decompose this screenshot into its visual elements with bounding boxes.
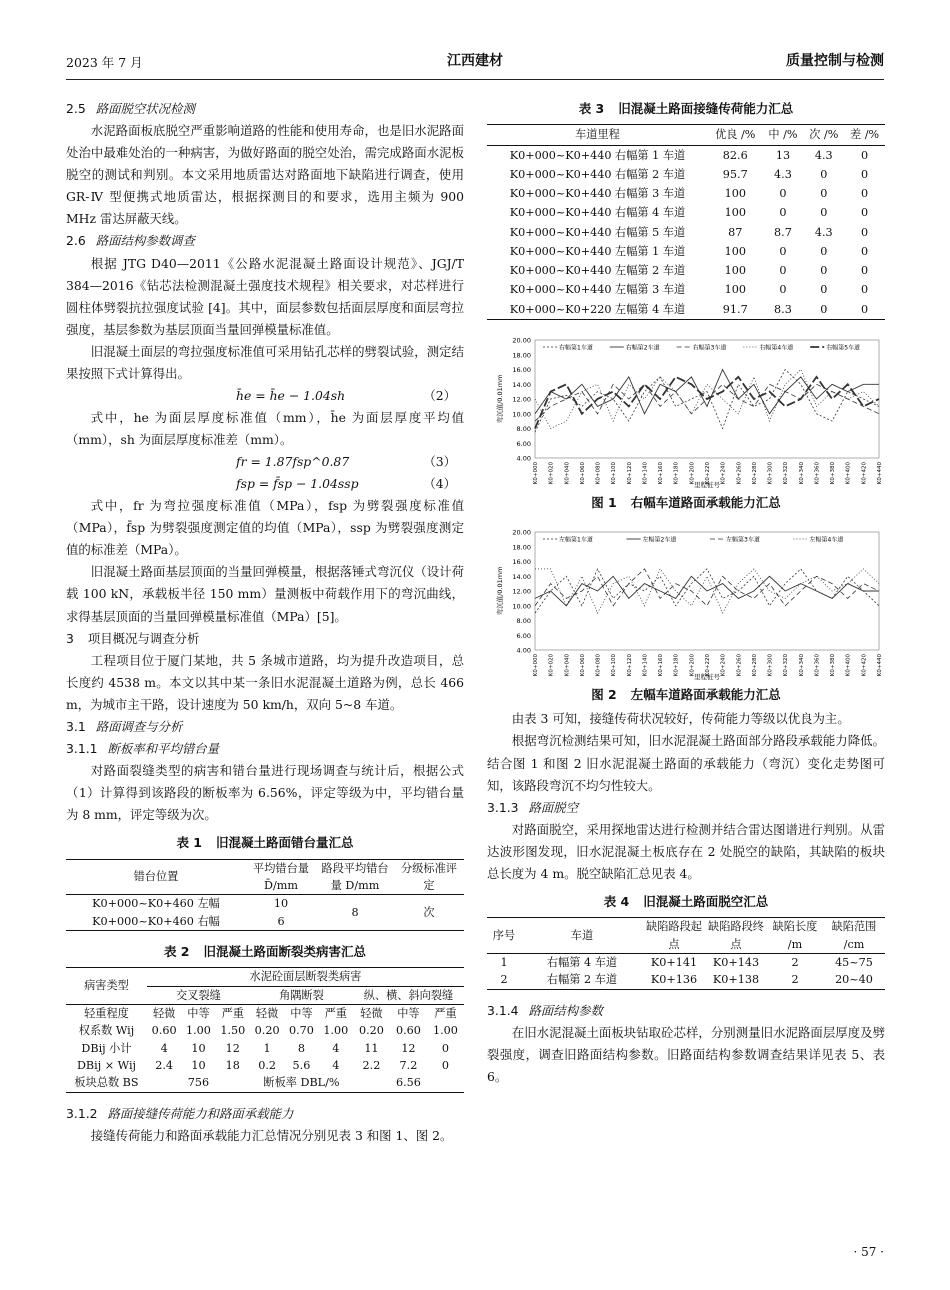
y-tick-label: 6.00 <box>516 439 531 448</box>
x-tick-label: K0+140 <box>642 461 649 485</box>
y-tick-label: 16.00 <box>512 558 531 567</box>
legend-label: 右幅第4车道 <box>759 344 794 352</box>
paragraph: 由表 3 可知，接缝传荷状况较好，传荷能力等级以优良为主。 <box>511 711 850 727</box>
table-3-caption: 表 3 旧混凝土路面接缝传荷能力汇总 <box>578 101 794 116</box>
table-row: K0+000~K0+440 左幅第 3 车道 100 0 0 0 <box>509 283 869 297</box>
figure-1-caption: 图 1 右幅车道路面承载能力汇总 <box>591 494 781 510</box>
y-tick-label: 8.00 <box>516 617 531 626</box>
table-2: 病害类型 水泥砼面层断裂类病害 交叉裂缝 角隅断裂 纵、横、斜向裂缝 轻重程度 轻微 中等 严重 轻微 中等 严重 轻微 中等 严重 权系数 Wij 0.60 1.00 1.50 0.20 0.70 1.00 0.20 0.60 1.00 DBij 小计 4 10 12 1 8 4 11 12 0 DBij × Wij 2.4 10 18 0.2 5.6 4 2.2 7.2 0 板块总数 BS 756 断板率 DBL/% 6.56 <box>66 967 464 1093</box>
x-tick-label: K0+180 <box>673 654 680 677</box>
table-row: 轻重程度 轻微 中等 严重 轻微 中等 严重 轻微 中等 严重 <box>84 1007 457 1020</box>
x-tick-label: K0+060 <box>579 461 586 485</box>
journal-name: 江西建材 <box>447 53 503 69</box>
y-tick-label: 10.00 <box>512 410 531 419</box>
y-tick-label: 20.00 <box>512 528 531 537</box>
x-tick-label: K0+360 <box>814 461 821 485</box>
x-tick-label: K0+340 <box>798 654 805 677</box>
page-number: · 57 · <box>853 1245 884 1259</box>
x-tick-label: K0+160 <box>658 461 665 485</box>
series-line-3 <box>535 569 879 606</box>
legend-label: 右幅第3车道 <box>692 344 727 352</box>
y-tick-label: 14.00 <box>512 572 531 581</box>
y-tick-label: 12.00 <box>512 395 531 404</box>
x-tick-label: K0+420 <box>861 654 868 677</box>
y-tick-label: 6.00 <box>516 631 531 640</box>
x-tick-label: K0+280 <box>751 461 758 485</box>
table-row: 板块总数 BS 756 断板率 DBL/% 6.56 <box>74 1076 421 1090</box>
x-tick-label: K0+420 <box>861 461 868 485</box>
section-3-heading: 3 项目概况与调查分析 <box>66 630 200 646</box>
right-column <box>487 98 885 1088</box>
legend-label: 右幅第1车道 <box>559 344 593 352</box>
issue-date: 2023 年 7 月 <box>66 55 143 70</box>
table-4: 序号 车道 缺陷路段起点 缺陷路段终点 缺陷长度 /m 缺陷范围 /cm 1 右幅第 4 车道 K0+141 K0+143 2 45~75 2 右幅第 2 车道 K0+136 K0+138 2 20~40 <box>487 917 885 989</box>
x-tick-label: K0+380 <box>830 654 837 677</box>
table-row: 2 右幅第 2 车道 K0+136 K0+138 2 20~40 <box>500 973 873 987</box>
x-tick-label: K0+280 <box>751 654 758 677</box>
series-line-3 <box>535 384 879 421</box>
x-tick-label: K0+220 <box>705 654 711 677</box>
figure-2-chart <box>487 522 885 682</box>
x-tick-label: K0+020 <box>548 654 555 677</box>
x-tick-label: K0+160 <box>658 654 665 677</box>
legend-label: 右幅第2车道 <box>625 344 660 352</box>
table-row: K0+000~K0+460 左幅 10 8 次 <box>92 897 435 919</box>
table-row: 1 右幅第 4 车道 K0+141 K0+143 2 45~75 <box>500 956 873 969</box>
x-tick-label: K0+360 <box>814 654 821 677</box>
paragraph: 旧混凝土路面基层顶面的当量回弹模量，根据落锤式弯沉仪（设计荷载 100 kN，承载板半径 150 mm）量测板中荷载作用下的弯沉曲线，求得基层顶面的当量回弹模量标准值（MPa）[5]。 <box>66 564 464 624</box>
x-tick-label: K0+320 <box>783 461 790 485</box>
table-row: K0+000~K0+440 左幅第 2 车道 100 0 0 0 <box>509 264 869 278</box>
table-row: DBij 小计 4 10 12 1 8 4 11 12 0 <box>81 1041 450 1055</box>
table-row: DBij × Wij 2.4 10 18 0.2 5.6 4 2.2 7.2 0 <box>76 1059 450 1073</box>
x-tick-label: K0+220 <box>705 461 711 485</box>
table-header: 错台位置 <box>66 859 246 895</box>
paragraph: 水泥路面板底脱空严重影响道路的性能和使用寿命，也是旧水泥路面处治中最难处治的一种病害，为做好路面的脱空处治，需完成路面水泥板脱空的测试和判别。本文采用地质雷达对路面地下缺陷进行调查，使用 GR-Ⅳ 型便携式地质雷达，根据探测目的和要求，选用主频为 900 MHz 雷达屏蔽天线。 <box>66 123 464 227</box>
x-tick-label: K0+120 <box>626 461 633 485</box>
figure-1-chart <box>487 330 885 490</box>
equation-3: fr = 1.87fsp^0.87 （3） <box>236 454 456 470</box>
table-4-caption: 表 4 旧混凝土路面脱空汇总 <box>603 894 769 910</box>
legend-label: 左幅第3车道 <box>726 536 760 544</box>
paragraph: 接缝传荷能力和路面承载能力汇总情况分别见表 3 和图 1、图 2。 <box>90 1127 453 1143</box>
paragraph: 根据 JTG D40—2011《公路水泥混凝土路面设计规范》、JGJ/T 384—2016《钻芯法检测混凝土强度技术规程》相关要求，对芯样进行圆柱体劈裂抗拉强度试验 [4]。其中，面层参数包括面层厚度和面层弯拉强度，基层参数为基层顶面当量回弹模量标准值。 <box>66 255 464 337</box>
paragraph: 旧混凝土面层的弯拉强度标准值可采用钻孔芯样的劈裂试验，测定结果按照下式计算得出。 <box>66 343 464 381</box>
y-tick-label: 16.00 <box>512 365 531 374</box>
column-name: 质量控制与检测 <box>786 53 884 69</box>
y-tick-label: 20.00 <box>512 336 531 345</box>
y-tick-label: 10.00 <box>512 602 531 611</box>
paragraph: 式中，he 为面层厚度标准值（mm），h̄e 为面层厚度平均值（mm），sh 为面层厚度标准差（mm）。 <box>66 410 464 448</box>
y-tick-label: 14.00 <box>512 380 531 389</box>
section-3-1-1-heading: 3.1.1 断板率和平均错台量 <box>66 741 220 757</box>
x-tick-label: K0+040 <box>564 461 571 485</box>
table-row: 权系数 Wij 0.60 1.00 1.50 0.20 0.70 1.00 0.20 0.60 1.00 <box>78 1024 458 1038</box>
legend-label: 右幅第5车道 <box>826 344 861 352</box>
legend-label: 左幅第4车道 <box>809 536 844 544</box>
table-row: K0+000~K0+440 右幅第 5 车道 87 8.7 4.3 0 <box>509 225 869 239</box>
x-tick-label: K0+020 <box>548 461 555 485</box>
series-line-2 <box>535 576 879 606</box>
table-row: K0+000~K0+440 左幅第 1 车道 100 0 0 0 <box>509 244 869 258</box>
paragraph: 工程项目位于厦门某地，共 5 条城市道路，均为提升改造项目，总长度约 4538 m。本文以其中某一条旧水泥混凝土道路为例，总长 466 m，为城市主干路，设计速度为 50 km/h，双向 5~8 车道。 <box>66 652 464 712</box>
x-tick-label: K0+200 <box>689 461 696 485</box>
y-tick-label: 4.00 <box>516 454 531 463</box>
x-tick-label: K0+180 <box>673 461 680 485</box>
section-3-1-heading: 3.1 路面调查与分析 <box>66 718 183 734</box>
table-2-caption: 表 2 旧混凝土路面断裂类病害汇总 <box>163 944 367 960</box>
paragraph: 根据弯沉检测结果可知，旧水泥混凝土路面部分路段承载能力降低。结合图 1 和图 2 旧水泥混凝土路面的承载能力（弯沉）变化走势图可知，该路段弯沉不均匀性较大。 <box>487 733 885 793</box>
x-axis-label: 里程桩号 <box>694 673 720 682</box>
x-tick-label: K0+440 <box>877 654 883 677</box>
x-tick-label: K0+300 <box>767 654 774 677</box>
x-tick-label: K0+380 <box>830 461 837 485</box>
table-row: K0+000~K0+440 右幅第 3 车道 100 0 0 0 <box>509 187 869 201</box>
section-3-1-2-heading: 3.1.2 路面接缝传荷能力和路面承载能力 <box>66 1105 294 1121</box>
y-tick-label: 4.00 <box>516 646 531 655</box>
table-row: K0+000~K0+440 右幅第 4 车道 100 0 0 0 <box>509 206 869 220</box>
x-tick-label: K0+140 <box>642 654 649 677</box>
y-axis-label: 弯沉值/0.01mm <box>496 374 504 424</box>
paragraph: 对路面脱空，采用探地雷达进行检测并结合雷达图谱进行判别。从雷达波形图发现，旧水泥混凝土板底存在 2 处脱空的缺陷，其缺陷的板块总长度为 4 m。脱空缺陷汇总见表 4。 <box>487 821 885 881</box>
y-tick-label: 18.00 <box>512 543 531 552</box>
table-1-caption: 表 1 旧混凝土路面错台量汇总 <box>176 835 354 851</box>
header-rule <box>66 79 884 80</box>
x-tick-label: K0+100 <box>611 654 618 677</box>
table-header: 平均错台量 D̄/mm <box>246 859 316 895</box>
section-2-6-heading: 2.6 路面结构参数调查 <box>66 233 195 249</box>
legend-label: 左幅第1车道 <box>559 536 593 544</box>
table-row: K0+000~K0+460 右幅 6 <box>92 914 285 928</box>
y-tick-label: 12.00 <box>512 587 531 596</box>
table-row: K0+000~K0+220 左幅第 4 车道 91.7 8.3 0 0 <box>509 302 869 316</box>
table-header: 分级标准评定 <box>394 859 464 895</box>
x-tick-label: K0+120 <box>626 654 633 677</box>
section-3-1-3-heading: 3.1.3 路面脱空 <box>487 799 579 815</box>
x-tick-label: K0+260 <box>736 654 743 677</box>
table-header: 路段平均错台量 D/mm <box>316 859 394 895</box>
section-3-1-4-heading: 3.1.4 路面结构参数 <box>487 1002 603 1018</box>
legend-label: 左幅第2车道 <box>642 536 677 544</box>
x-tick-label: K0+260 <box>736 461 743 485</box>
table-row: K0+000~K0+440 右幅第 2 车道 95.7 4.3 0 0 <box>509 167 869 181</box>
x-tick-label: K0+240 <box>720 654 727 677</box>
x-tick-label: K0+240 <box>720 461 727 485</box>
y-tick-label: 18.00 <box>512 351 531 360</box>
paragraph: 对路面裂缝类型的病害和错台量进行现场调查与统计后，根据公式（1）计算得到该路段的断板率为 6.56%，评定等级为中，平均错台量为 8 mm，评定等级为次。 <box>66 763 464 823</box>
table-3: 车道里程 优良 /% 中 /% 次 /% 差 /% K0+000~K0+440 右幅第 1 车道 82.6 13 4.3 0 K0+000~K0+440 右幅第 2 车道 95.7 4.3 0 0 K0+000~K0+440 右幅第 3 车道 100 0 0 0 K0+000~K0+440 右幅第 4 车道 100 0 0 0 K0+000~K0+440 右幅第 5 车道 87 8.7 4.3 0 K0+000~K0+440 左幅第 1 车道 100 0 0 0 K0+000~K0+440 左幅第 2 车道 100 0 0 0 K0+000~K0+440 左幅第 3 车道 100 0 0 0 K0+000~K0+220 左幅第 4 车道 91.7 8.3 0 0 <box>487 124 885 320</box>
x-axis-label: 里程桩号 <box>694 480 720 489</box>
section-2-5-heading: 2.5 路面脱空状况检测 <box>66 101 195 116</box>
x-tick-label: K0+320 <box>783 654 790 677</box>
page-header <box>66 52 884 78</box>
y-tick-label: 8.00 <box>516 424 531 433</box>
x-tick-label: K0+080 <box>595 461 602 485</box>
figure-2-caption: 图 2 左幅车道路面承载能力汇总 <box>591 687 781 703</box>
x-tick-label: K0+100 <box>611 461 618 485</box>
x-tick-label: K0+300 <box>767 461 774 485</box>
x-tick-label: K0+200 <box>689 654 696 677</box>
paragraph: 式中，fr 为弯拉强度标准值（MPa），fsp 为劈裂强度标准值（MPa），f̄sp 为劈裂强度测定值的均值（MPa），ssp 为劈裂强度测定值的标准差（MPa）。 <box>66 498 464 558</box>
equation-2: h̄e = h̄e − 1.04sh （2） <box>236 388 456 404</box>
x-tick-label: K0+000 <box>533 654 539 677</box>
x-tick-label: K0+080 <box>595 654 602 677</box>
x-tick-label: K0+340 <box>798 461 805 485</box>
series-line-1 <box>535 369 879 432</box>
x-tick-label: K0+400 <box>845 461 852 485</box>
equation-4: fsp = f̄sp − 1.04ssp （4） <box>236 476 456 492</box>
y-axis-label: 弯沉值/0.01mm <box>496 566 504 616</box>
x-tick-label: K0+400 <box>845 654 852 677</box>
x-tick-label: K0+040 <box>564 654 571 677</box>
x-tick-label: K0+440 <box>877 461 883 485</box>
paragraph: 在旧水泥混凝土面板块钻取砼芯样，分别测量旧水泥路面层厚度及劈裂强度，调查旧路面结构参数。旧路面结构参数调查结果详见表 5、表 6。 <box>487 1024 885 1084</box>
table-row: K0+000~K0+440 右幅第 1 车道 82.6 13 4.3 0 <box>509 148 869 162</box>
x-tick-label: K0+060 <box>579 654 586 677</box>
x-tick-label: K0+000 <box>533 461 539 485</box>
left-column <box>66 98 464 1147</box>
table-1 <box>66 859 464 931</box>
